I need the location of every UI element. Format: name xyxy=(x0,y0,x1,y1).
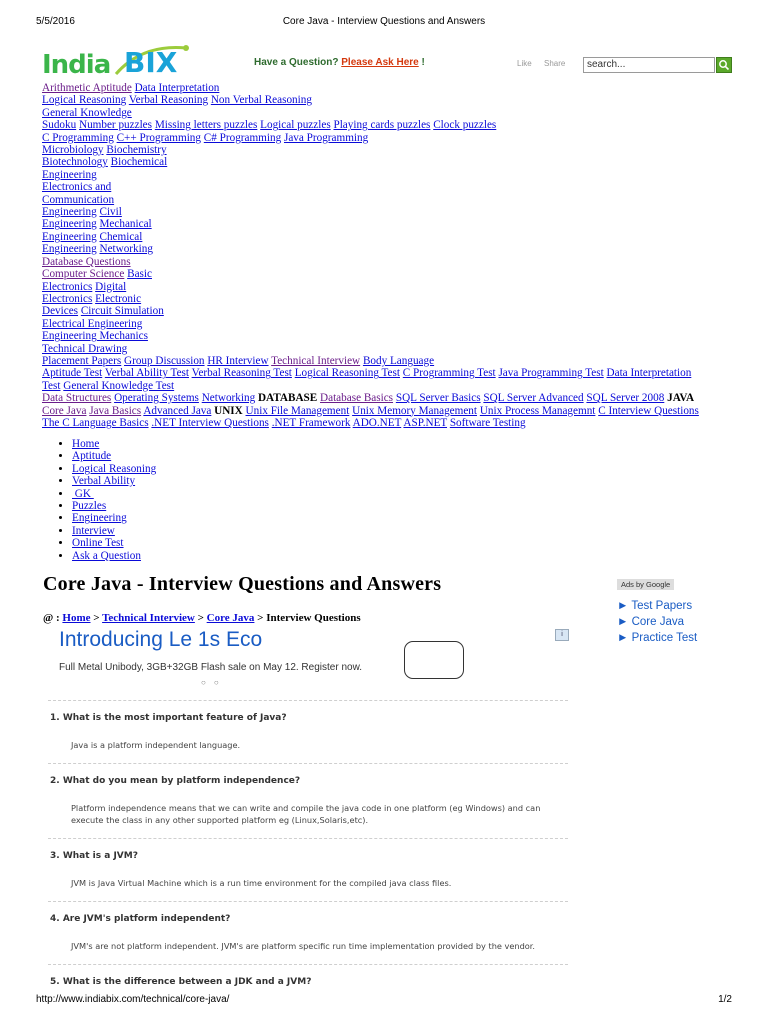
ad-choices-icon[interactable]: i xyxy=(555,629,569,641)
nav-aptitude[interactable]: Aptitude xyxy=(72,450,112,463)
page-title: Core Java - Interview Questions and Answers xyxy=(43,573,442,595)
link-aptitude-test[interactable]: Aptitude Test xyxy=(42,367,103,380)
link-software-testing[interactable]: Software Testing xyxy=(449,416,526,429)
nav-ask-a-question[interactable]: Ask a Question xyxy=(72,549,141,562)
main-nav xyxy=(42,438,156,562)
nav-item xyxy=(72,500,156,512)
nav-item xyxy=(72,450,156,462)
ad-subtext: Full Metal Unibody, 3GB+32GB Flash sale on May 12. Register now. xyxy=(59,662,363,673)
link-logical-puzzles[interactable]: Logical puzzles xyxy=(260,119,331,132)
link-microbiology[interactable]: Microbiology xyxy=(42,144,104,157)
question: 4. Are JVM's platform independent? xyxy=(50,914,231,924)
link-ece-2[interactable]: Communication xyxy=(42,193,115,206)
question: 2. What do you mean by platform independence? xyxy=(50,776,301,786)
link-unix-memory-mgmt[interactable]: Unix Memory Management xyxy=(352,404,478,417)
link-basic[interactable]: Basic xyxy=(127,268,152,281)
share-button[interactable]: Share xyxy=(544,59,566,68)
ask-prefix: Have a Question? xyxy=(254,57,342,68)
link-biotechnology[interactable]: Biotechnology xyxy=(42,156,108,169)
link-electrical-engineering[interactable]: Electrical Engineering xyxy=(42,317,143,330)
link-c-programming[interactable]: C Programming xyxy=(42,131,114,144)
nav-online-test[interactable]: Online Test xyxy=(72,537,124,550)
breadcrumb xyxy=(43,612,361,624)
link-eng-chem-1[interactable]: Engineering xyxy=(42,230,97,243)
link-sql-server-2008[interactable]: SQL Server 2008 xyxy=(586,392,665,405)
link-technical-drawing[interactable]: Technical Drawing xyxy=(42,342,128,355)
link-digital[interactable]: Digital xyxy=(95,280,127,293)
link-sql-server-basics[interactable]: SQL Server Basics xyxy=(395,392,481,405)
breadcrumb-at: @ : xyxy=(43,612,63,624)
link-java-programming-test[interactable]: Java Programming Test xyxy=(498,367,604,380)
link-non-verbal-reasoning[interactable]: Non Verbal Reasoning xyxy=(210,94,312,107)
link-cs-programming[interactable]: C# Programming xyxy=(203,131,282,144)
link-eng-civil-1[interactable]: Engineering xyxy=(42,206,97,219)
link-number-puzzles[interactable]: Number puzzles xyxy=(79,119,153,132)
link-placement-papers[interactable]: Placement Papers xyxy=(42,354,122,367)
link-chemical[interactable]: Chemical xyxy=(99,230,143,243)
link-asp-net[interactable]: ASP.NET xyxy=(403,416,448,429)
link-dotnet-interview[interactable]: .NET Interview Questions xyxy=(151,416,269,429)
link-database-basics[interactable]: Database Basics xyxy=(320,392,394,405)
qa-item xyxy=(48,838,568,901)
link-c-programming-test[interactable]: C Programming Test xyxy=(402,367,496,380)
link-data-interpretation[interactable]: Data Interpretation xyxy=(134,82,220,94)
link-eng-net-1[interactable]: Engineering xyxy=(42,243,97,256)
nav-gk[interactable]: GK xyxy=(72,487,94,500)
ask-question-text xyxy=(254,57,425,68)
breadcrumb-sep: > xyxy=(90,612,103,624)
link-operating-systems[interactable]: Operating Systems xyxy=(114,392,199,405)
logo-bix-text: BIX xyxy=(124,46,178,79)
link-java-programming[interactable]: Java Programming xyxy=(283,131,369,144)
print-header xyxy=(36,16,732,30)
question: 3. What is a JVM? xyxy=(50,851,138,861)
link-technical-interview[interactable]: Technical Interview xyxy=(271,354,361,367)
link-networking-2[interactable]: Networking xyxy=(201,392,256,405)
answer: JVM is Java Virtual Machine which is a run time environment for the compiled java class files. xyxy=(71,878,452,888)
nav-engineering[interactable]: Engineering xyxy=(72,512,127,525)
nav-item xyxy=(72,537,156,549)
qa-item xyxy=(48,964,568,993)
link-verbal-reasoning-test[interactable]: Verbal Reasoning Test xyxy=(191,367,292,380)
nav-item xyxy=(72,512,156,524)
label-unix: UNIX xyxy=(214,404,243,417)
link-dotnet-framework[interactable]: .NET Framework xyxy=(271,416,351,429)
side-ad-core-java[interactable]: ► Core Java xyxy=(617,616,684,628)
link-database-questions[interactable]: Database Questions xyxy=(42,255,131,268)
link-group-discussion[interactable]: Group Discussion xyxy=(124,354,205,367)
nav-home[interactable]: Home xyxy=(72,438,100,450)
link-playing-cards[interactable]: Playing cards puzzles xyxy=(333,119,431,132)
qa-item xyxy=(48,700,568,763)
print-url: http://www.indiabix.com/technical/core-java/ xyxy=(36,994,230,1005)
breadcrumb-current: Interview Questions xyxy=(266,612,361,624)
link-civil[interactable]: Civil xyxy=(99,206,122,219)
breadcrumb-core-java[interactable]: Core Java xyxy=(206,612,255,624)
print-date: 5/5/2016 xyxy=(36,16,75,27)
link-di-test-1[interactable]: Data Interpretation xyxy=(606,367,692,380)
print-footer xyxy=(36,994,732,1008)
ad-carousel-dots[interactable]: ○○ xyxy=(201,678,227,687)
link-verbal-reasoning[interactable]: Verbal Reasoning xyxy=(128,94,209,107)
nav-verbal-ability[interactable]: Verbal Ability xyxy=(72,475,136,488)
link-sql-server-advanced[interactable]: SQL Server Advanced xyxy=(483,392,584,405)
category-links xyxy=(42,82,732,429)
answer: JVM's are not platform independent. JVM's are platform specific run time implementation provided by the vendor. xyxy=(71,941,536,951)
nav-item xyxy=(72,488,156,500)
breadcrumb-sep: > xyxy=(254,612,267,624)
nav-logical-reasoning[interactable]: Logical Reasoning xyxy=(72,462,157,475)
side-ads xyxy=(617,574,727,646)
logo-india-text: India xyxy=(42,50,111,80)
ad-headline[interactable]: Introducing Le 1s Eco xyxy=(59,628,263,651)
link-general-knowledge[interactable]: General Knowledge xyxy=(42,106,132,119)
link-data-structures[interactable]: Data Structures xyxy=(42,392,112,405)
print-page-number: 1/2 xyxy=(718,994,732,1005)
link-gk-test[interactable]: General Knowledge Test xyxy=(63,379,175,392)
link-ado-net[interactable]: ADO.NET xyxy=(352,416,402,429)
side-ad-test-papers[interactable]: ► Test Papers xyxy=(617,600,693,612)
ask-here-link[interactable]: Please Ask Here xyxy=(341,57,419,68)
link-body-language[interactable]: Body Language xyxy=(362,354,435,367)
nav-puzzles[interactable]: Puzzles xyxy=(72,500,107,513)
question: 1. What is the most important feature of Java? xyxy=(50,713,287,723)
qa-item xyxy=(48,901,568,964)
qa-list xyxy=(48,700,568,993)
link-engineering[interactable]: Engineering xyxy=(42,168,97,181)
link-electronic[interactable]: Electronic xyxy=(95,292,142,305)
nav-interview[interactable]: Interview xyxy=(72,524,115,537)
link-computer-science[interactable]: Computer Science xyxy=(42,268,125,281)
like-button[interactable]: Like xyxy=(517,59,532,68)
qa-item xyxy=(48,763,568,838)
side-ad-practice-test[interactable]: ► Practice Test xyxy=(617,632,698,644)
link-core-java[interactable]: Core Java xyxy=(42,404,87,417)
nav-item xyxy=(72,463,156,475)
breadcrumb-technical-interview[interactable]: Technical Interview xyxy=(102,612,195,624)
label-database: DATABASE xyxy=(257,392,318,405)
ad-cta-button[interactable] xyxy=(404,641,464,679)
link-di-test-2[interactable]: Test xyxy=(42,379,61,392)
nav-item xyxy=(72,525,156,537)
link-verbal-ability-test[interactable]: Verbal Ability Test xyxy=(104,367,189,380)
link-java-basics[interactable]: Java Basics xyxy=(89,404,142,417)
ask-suffix: ! xyxy=(418,57,425,68)
label-java: JAVA xyxy=(667,392,695,405)
link-biochemical[interactable]: Biochemical xyxy=(110,156,168,169)
link-networking[interactable]: Networking xyxy=(99,243,153,256)
link-unix-file-mgmt[interactable]: Unix File Management xyxy=(245,404,350,417)
print-title: Core Java - Interview Questions and Answers xyxy=(282,16,486,27)
link-engineering-mechanics[interactable]: Engineering Mechanics xyxy=(42,330,148,343)
ads-by-google-label: Ads by Google xyxy=(617,579,674,590)
link-eng-mech-1[interactable]: Engineering xyxy=(42,218,97,231)
breadcrumb-sep: > xyxy=(194,612,207,624)
answer: Platform independence means that we can write and compile the java code in one platform (eg Windows) and can execute the class in any other supported platform eg (Linux,Solaris,etc). xyxy=(71,803,541,825)
site-logo[interactable] xyxy=(42,42,192,84)
search-button[interactable] xyxy=(716,57,732,73)
link-arithmetic-aptitude[interactable]: Arithmetic Aptitude xyxy=(42,82,132,94)
link-electronics-devices-1[interactable]: Electronics xyxy=(42,292,93,305)
ad-banner[interactable] xyxy=(48,626,570,692)
link-hr-interview[interactable]: HR Interview xyxy=(207,354,269,367)
link-circuit-simulation[interactable]: Circuit Simulation xyxy=(80,305,164,318)
nav-item xyxy=(72,550,156,562)
question: 5. What is the difference between a JDK and a JVM? xyxy=(50,977,312,987)
link-biochemistry[interactable]: Biochemistry xyxy=(106,144,167,157)
link-unix-process-mgmt[interactable]: Unix Process Managemnt xyxy=(479,404,596,417)
link-electronics-digital-1[interactable]: Electronics xyxy=(42,280,93,293)
link-cpp-programming[interactable]: C++ Programming xyxy=(116,131,201,144)
search-input[interactable]: search... xyxy=(583,57,715,73)
search-icon xyxy=(717,58,731,72)
link-sudoku[interactable]: Sudoku xyxy=(42,119,77,132)
link-c-interview-questions[interactable]: C Interview Questions xyxy=(598,404,699,417)
link-c-language-basics[interactable]: The C Language Basics xyxy=(42,416,149,429)
link-devices[interactable]: Devices xyxy=(42,305,79,318)
nav-item xyxy=(72,438,156,450)
nav-item xyxy=(72,475,156,487)
link-logical-reasoning[interactable]: Logical Reasoning xyxy=(42,94,127,107)
link-mechanical[interactable]: Mechanical xyxy=(99,218,152,231)
answer: Java is a platform independent language. xyxy=(71,740,241,750)
link-advanced-java[interactable]: Advanced Java xyxy=(143,404,212,417)
link-ece-1[interactable]: Electronics and xyxy=(42,181,112,194)
link-missing-letters[interactable]: Missing letters puzzles xyxy=(154,119,258,132)
link-logical-reasoning-test[interactable]: Logical Reasoning Test xyxy=(294,367,400,380)
breadcrumb-home[interactable]: Home xyxy=(62,612,91,624)
link-clock-puzzles[interactable]: Clock puzzles xyxy=(433,119,497,132)
